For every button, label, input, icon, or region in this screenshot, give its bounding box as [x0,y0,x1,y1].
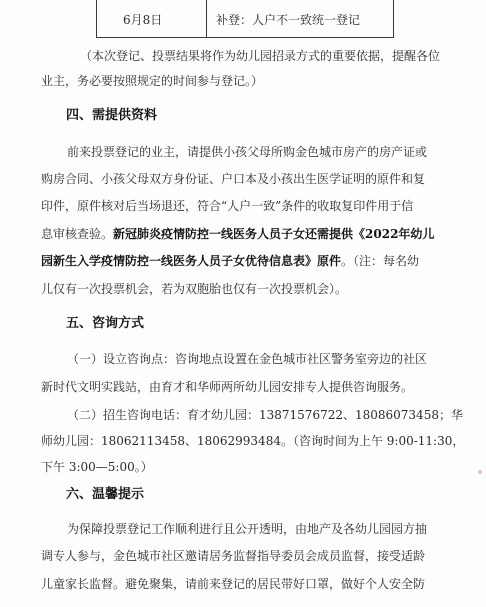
section-4-line-1: 前来投票登记的业主，请提供小孩父母所购金色城市房产的房产证或 [67,145,428,159]
notice-line-1: （本次登记、投票结果将作为幼儿园招录方式的重要依据，提醒各位 [80,49,441,63]
section-4-line-2: 购房合同、小孩父母双方身份证、户口本及小孩出生医学证明的原件和复 [41,172,426,186]
table-border-left [96,0,97,38]
section-6-heading: 六、温馨提示 [66,487,145,502]
section-5-line-3: （二）招生咨询电话：育才幼儿园：13871576722、18086073458；华 [67,408,463,422]
section-6-line-2: 调专人参与，金色城市社区邀请居务监督指导委员会成员监督，接受适龄 [41,549,426,563]
schedule-table-row [96,0,394,38]
table-note-cell: 补登：人户不一致统一登记 [216,13,361,27]
section-4-line-4-bold: 新冠肺炎疫情防控一线医务人员子女还需提供《2022年幼儿 [113,227,435,241]
section-5-heading: 五、咨询方式 [66,316,145,331]
section-6-line-1: 为保障投票登记工作顺利进行且公开透明，由地产及各幼儿园园方抽 [67,522,428,536]
table-border-bottom [96,37,394,38]
section-4-line-4 [41,226,434,242]
section-4-heading: 四、需提供资料 [66,108,158,123]
section-4-line-5 [41,253,419,269]
section-4-line-3: 印件，原件核对后当场退还，符合“人户一致”条件的收取复印件用于信 [41,199,414,213]
section-5-line-1: （一）设立咨询点：咨询地点设置在金色城市社区警务室旁边的社区 [67,352,428,366]
table-border-middle [206,0,207,38]
notice-line-2: 业主，务必要按照规定的时间参与登记。） [41,74,264,88]
section-5-line-2: 新时代文明实践站，由育才和华师两所幼儿园安排专人提供咨询服务。 [41,380,414,394]
section-6-line-3: 儿童家长监督。避免聚集，请前来登记的居民带好口罩，做好个人安全防 [41,577,426,591]
table-border-right [393,0,394,38]
section-4-line-4-plain: 息审核查验。 [41,227,114,241]
table-date-cell: 6月8日 [123,13,163,27]
section-5-line-5: 下午 3:00—5:00。） [41,460,153,474]
section-4-line-5-bold: 园新生入学疫情防控一线医务人员子女优待信息表》原件 [41,254,342,268]
section-4-line-6: 儿仅有一次投票机会，若为双胞胎也仅有一次投票机会）。 [41,282,348,296]
section-4-line-5-plain: 。（注：每名幼 [341,254,420,268]
section-5-line-4: 师幼儿园：18062113458、18062993484。（咨询时间为上午 9:00-11:30， [41,434,465,448]
margin-ink-mark [478,470,482,474]
